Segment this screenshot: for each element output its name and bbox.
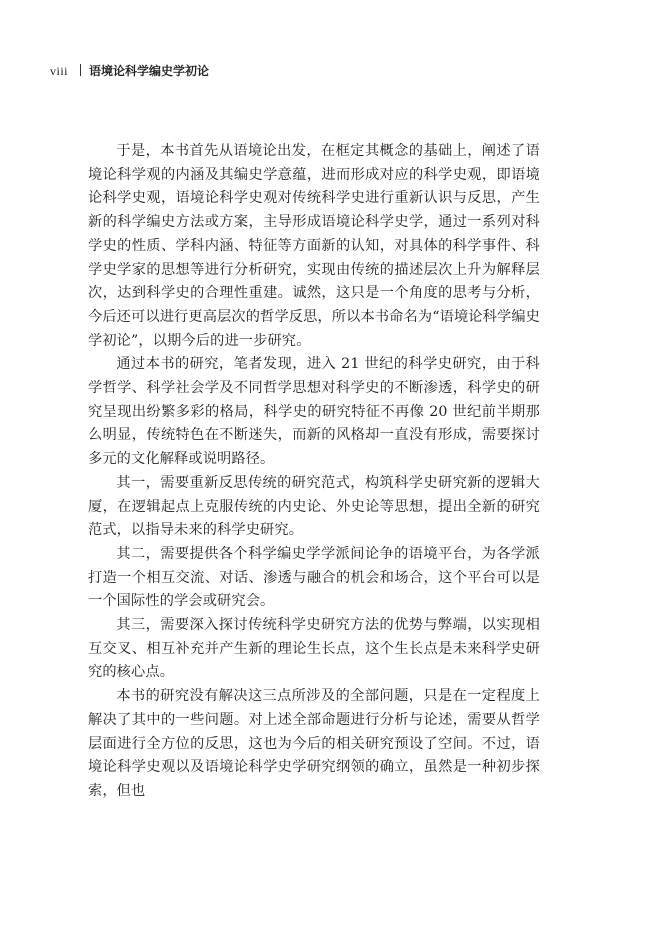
paragraph-6: 本书的研究没有解决这三点所涉及的全部问题，只是在一定程度上解决了其中的一些问题。对上述全部命题进行分析与论述，需要从哲学层面进行全方位的反思，这也为今后的相关研究预设了空间。不过，语境论科学史观以及语境论科学史学研究纲领的确立，虽然是一种初步探索，但也 (88, 688, 540, 799)
body-text (88, 140, 540, 804)
header-separator (80, 64, 81, 76)
book-title: 语境论科学编史学初论 (89, 64, 210, 78)
running-header (50, 63, 209, 79)
paragraph-2: 通过本书的研究，笔者发现，进入 21 世纪的科学史研究，由于科学哲学、科学社会学及不同哲学思想对科学史的不断渗透，科学史的研究呈现出纷繁多彩的格局，科学史的研究特征不再像 20 世纪前半期那么明显，传统特色在不断迷失，而新的风格却一直没有形成，需要探讨多元的文化解释或说明路径。 (88, 356, 540, 468)
paragraph-3: 其一，需要重新反思传统的研究范式，构筑科学史研究新的逻辑大厦，在逻辑起点上克服传统的内史论、外史论等思想，提出全新的研究范式，以指导未来的科学史研究。 (88, 474, 540, 539)
paragraph-1: 于是，本书首先从语境论出发，在框定其概念的基础上，阐述了语境论科学观的内涵及其编史学意蕴，进而形成对应的科学史观，即语境论科学史观，语境论科学史观对传统科学史进行重新认识与反思，产生新的科学编史方法或方案，主导形成语境论科学史学，通过一系列对科学史的性质、学科内涵、特征等方面新的认知，对具体的科学事件、科学史学家的思想等进行分析研究，实现由传统的描述层次上升为解释层次，达到科学史的合理性重建。诚然，这只是一个角度的思考与分析，今后还可以进行更高层次的哲学反思，所以本书命名为“语境论科学编史学初论”，以期今后的进一步研究。 (88, 143, 540, 349)
paragraph-4: 其二，需要提供各个科学编史学学派间论争的语境平台，为各学派打造一个相互交流、对话、渗透与融合的机会和场合，这个平台可以是一个国际性的学会或研究会。 (88, 545, 540, 610)
paragraph-5: 其三，需要深入探讨传统科学史研究方法的优势与弊端，以实现相互交叉、相互补充并产生新的理论生长点，这个生长点是未来科学史研究的核心点。 (88, 617, 540, 681)
page-number: viii (50, 64, 69, 78)
